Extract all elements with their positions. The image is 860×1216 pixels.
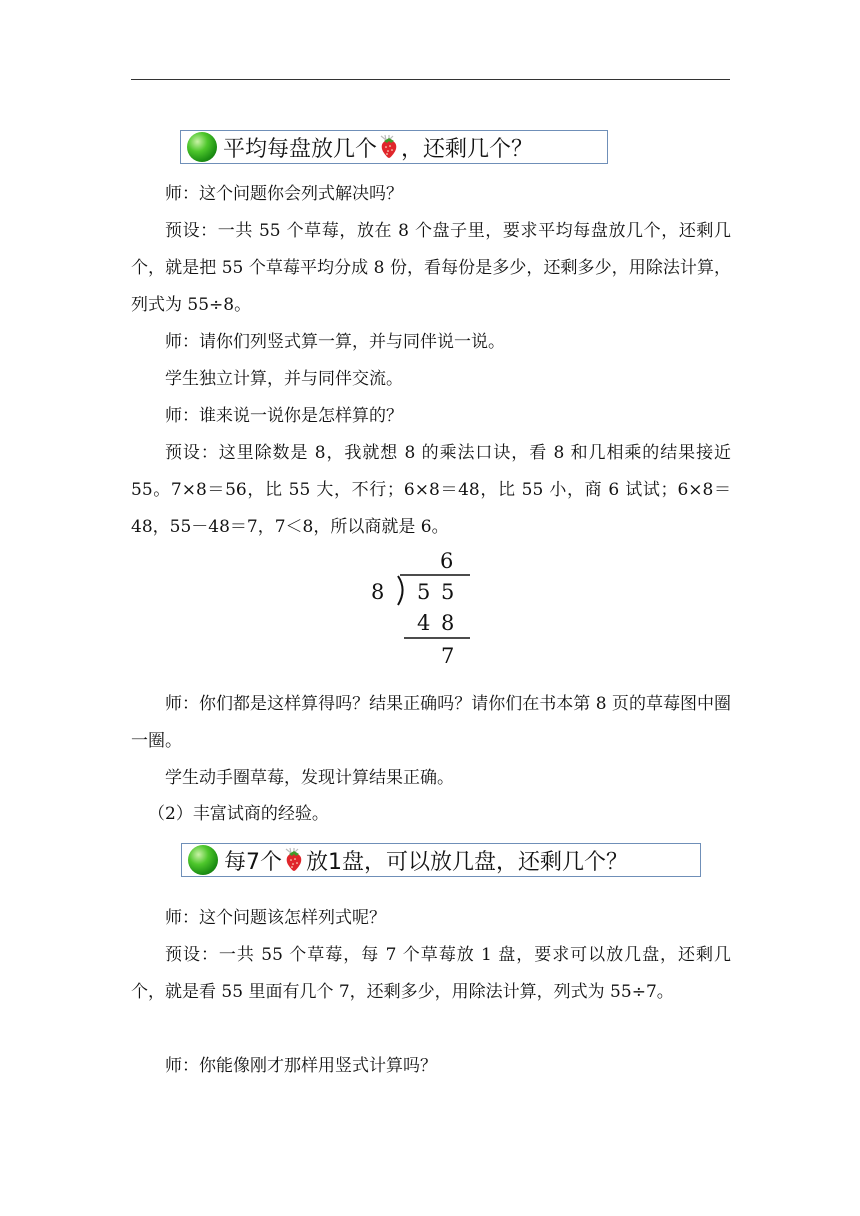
paragraph: 师：你们都是这样算得吗？结果正确吗？请你们在书本第 8 页的草莓图中圈一圈。: [131, 694, 731, 751]
green-ball-icon: [188, 845, 218, 875]
product-digit: 4: [417, 611, 431, 635]
paragraph: 学生动手圈草莓，发现计算结果正确。: [165, 768, 454, 788]
question-2-text-before: 每7个: [224, 849, 282, 875]
paragraph: （2）丰富试商的经验。: [148, 804, 329, 824]
question-1-text-before: 平均每盘放几个: [223, 136, 378, 162]
paragraph: 师：请你们列竖式算一算，并与同伴说一说。: [165, 332, 505, 352]
dividend-digit: 5: [441, 580, 455, 604]
quotient-digit: 6: [440, 549, 454, 573]
question-2-text-after: 放1盘，可以放几盘，还剩几个？: [306, 849, 628, 875]
question-1-text-after: ，还剩几个？: [401, 136, 534, 162]
green-ball-icon: [187, 132, 217, 162]
long-division: [360, 545, 490, 675]
question-box-2: [181, 843, 701, 877]
product-digit: 8: [441, 611, 455, 635]
remainder-digit: 7: [441, 644, 455, 668]
strawberry-icon: [377, 134, 401, 160]
paragraph: 学生独立计算，并与同伴交流。: [165, 369, 403, 389]
question-box-1: [180, 130, 608, 164]
division-bracket-lines: [360, 545, 490, 675]
paragraph: 师：这个问题你会列式解决吗？: [165, 184, 403, 204]
divisor-digit: 8: [371, 580, 385, 604]
paragraph: 预设：一共 55 个草莓，每 7 个草莓放 1 盘，要求可以放几盘，还剩几个，就是看 55 里面有几个 7，还剩多少，用除法计算，列式为 55÷7。: [131, 945, 731, 1002]
header-rule: [131, 79, 730, 80]
paragraph: 师：谁来说一说你是怎样算的？: [165, 406, 403, 426]
paragraph: 师：你能像刚才那样用竖式计算吗？: [165, 1056, 437, 1076]
paragraph: 预设：一共 55 个草莓，放在 8 个盘子里，要求平均每盘放几个，还剩几个，就是把 55 个草莓平均分成 8 份，看每份是多少，还剩多少，用除法计算，列式为 55÷8。: [131, 221, 731, 315]
paragraph: 预设：这里除数是 8，我就想 8 的乘法口诀，看 8 和几相乘的结果接近 55。7×8＝56，比 55 大，不行；6×8＝48，比 55 小，商 6 试试；6×8＝48，55－48＝7，7＜8，所以商就是 6。: [131, 443, 731, 537]
strawberry-icon: [282, 847, 306, 873]
dividend-digit: 5: [417, 580, 431, 604]
paragraph: 师：这个问题该怎样列式呢？: [165, 908, 386, 928]
